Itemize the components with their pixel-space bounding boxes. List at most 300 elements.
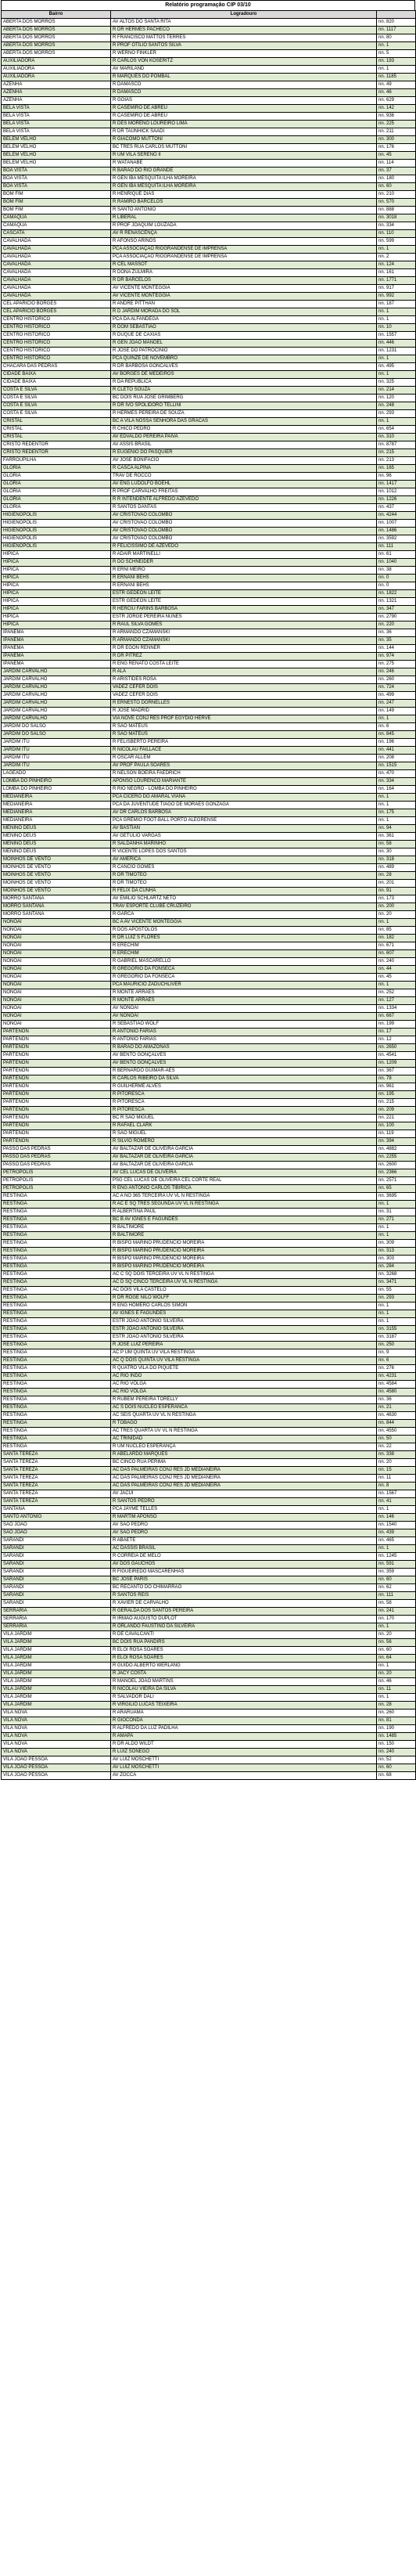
cell-numero: nn. 284: [377, 1263, 416, 1271]
cell-numero: nn. 1: [377, 371, 416, 379]
cell-logradouro: R DOS APOSTOLOS: [111, 927, 377, 935]
table-row: [2, 50, 416, 58]
cell-logradouro: VADEZ CEFER DOIS: [111, 684, 377, 692]
cell-logradouro: AV ZOCCA: [111, 1772, 377, 1780]
cell-numero: nn. 195: [377, 1091, 416, 1099]
cell-logradouro: R DAMASCO: [111, 81, 377, 89]
cell-logradouro: R ERNANI BEHS: [111, 582, 377, 590]
table-row: [2, 402, 416, 410]
cell-numero: nn. 248: [377, 402, 416, 410]
cell-bairro: HIPICA: [2, 590, 111, 598]
cell-bairro: SARANDI: [2, 1576, 111, 1584]
table-row: [2, 1537, 416, 1545]
cell-logradouro: ESTR JOAO ANTONIO SILVEIRA: [111, 1326, 377, 1334]
cell-bairro: HIGIENOPOLIS: [2, 535, 111, 543]
cell-logradouro: BC DOIS RUA JOSE GRIMBERG: [111, 395, 377, 402]
cell-logradouro: R DR TIMOTEO: [111, 880, 377, 888]
cell-bairro: SARANDI: [2, 1561, 111, 1569]
cell-numero: nn. 211: [377, 128, 416, 136]
table-row: [2, 426, 416, 434]
cell-bairro: CRISTAL: [2, 426, 111, 434]
table-row: [2, 301, 416, 308]
cell-numero: nn. 1: [377, 66, 416, 74]
cell-numero: nn. 1: [377, 308, 416, 316]
cell-numero: nn. 570: [377, 199, 416, 207]
cell-bairro: JARDIM ITU: [2, 762, 111, 770]
cell-bairro: CAVALHADA: [2, 277, 111, 285]
cell-bairro: PARTENON: [2, 1075, 111, 1083]
cell-logradouro: PCA CICERO DO AMARAL VIANA: [111, 794, 377, 802]
table-body: [2, 19, 416, 1780]
table-row: [2, 34, 416, 42]
cell-numero: nn. 11: [377, 1686, 416, 1694]
table-row: [2, 254, 416, 261]
cell-numero: nn. 591: [377, 1561, 416, 1569]
table-row: [2, 1436, 416, 1443]
cell-logradouro: R DAMASCO: [111, 89, 377, 97]
cell-numero: nn. 80: [377, 34, 416, 42]
cell-logradouro: R RAUL SILVA GOMES: [111, 621, 377, 629]
cell-numero: nn. 1: [377, 1623, 416, 1631]
table-row: [2, 911, 416, 919]
cell-numero: nn. 68: [377, 1772, 416, 1780]
cell-numero: nn. 917: [377, 285, 416, 293]
table-row: [2, 582, 416, 590]
cell-numero: nn. 936: [377, 113, 416, 121]
cell-bairro: AUXILIADORA: [2, 66, 111, 74]
cell-bairro: HIGIENOPOLIS: [2, 528, 111, 535]
cell-numero: nn. 1417: [377, 481, 416, 488]
cell-logradouro: R SAO MATEUS: [111, 731, 377, 739]
cell-logradouro: AC TRINIDAD: [111, 1436, 377, 1443]
cell-logradouro: R DE CAVALCANTI: [111, 1631, 377, 1639]
cell-bairro: HIPICA: [2, 551, 111, 559]
cell-numero: nn. 1: [377, 1310, 416, 1318]
table-row: [2, 1122, 416, 1130]
cell-logradouro: R NELSON BOEIRA FAEDRICH: [111, 770, 377, 778]
cell-logradouro: AV BENTO GONÇALVES: [111, 1052, 377, 1060]
cell-numero: nn. 275: [377, 661, 416, 668]
cell-numero: nn. 1: [377, 1694, 416, 1702]
table-row: [2, 1232, 416, 1240]
table-row: [2, 520, 416, 528]
table-row: [2, 473, 416, 481]
cell-bairro: BELA VISTA: [2, 105, 111, 113]
table-row: [2, 653, 416, 661]
cell-logradouro: R ALBERTINA PAUL: [111, 1209, 377, 1216]
cell-bairro: CENTRO HISTORICO: [2, 348, 111, 355]
cell-bairro: PASSO DAS PEDRAS: [2, 1154, 111, 1162]
cell-bairro: BOM FIM: [2, 207, 111, 214]
cell-numero: nn. 1: [377, 1201, 416, 1209]
cell-logradouro: ESTR GEDEON LEITE: [111, 590, 377, 598]
table-row: [2, 825, 416, 833]
report-table: [1, 10, 416, 1780]
cell-numero: nn. 271: [377, 1216, 416, 1224]
cell-logradouro: R GREGORIO DA FONSECA: [111, 974, 377, 982]
cell-bairro: PETROPOLIS: [2, 1177, 111, 1185]
cell-bairro: NONOAI: [2, 942, 111, 950]
table-row: [2, 856, 416, 864]
cell-bairro: SERRARIA: [2, 1623, 111, 1631]
cell-bairro: LOMBA DO PINHEIRO: [2, 778, 111, 786]
cell-logradouro: R CASEMIRO DE ABREU: [111, 105, 377, 113]
cell-bairro: ABERTA DOS MORROS: [2, 42, 111, 50]
table-row: [2, 1021, 416, 1029]
cell-bairro: PARTENON: [2, 1036, 111, 1044]
table-row: [2, 1655, 416, 1663]
cell-bairro: GLORIA: [2, 465, 111, 473]
table-row: [2, 1545, 416, 1553]
cell-bairro: AUXILIADORA: [2, 58, 111, 66]
cell-numero: nn. 161: [377, 269, 416, 277]
cell-numero: nn. 246: [377, 668, 416, 676]
cell-bairro: BELEM VELHO: [2, 136, 111, 144]
cell-bairro: HIPICA: [2, 621, 111, 629]
table-row: [2, 293, 416, 301]
cell-numero: nn. 58: [377, 841, 416, 848]
table-row: [2, 1412, 416, 1420]
cell-bairro: VILA NOVA: [2, 1741, 111, 1749]
cell-bairro: MEDIANEIRA: [2, 809, 111, 817]
cell-bairro: CENTRO HISTORICO: [2, 340, 111, 348]
table-row: [2, 1240, 416, 1248]
cell-logradouro: AV NONOAI: [111, 1005, 377, 1013]
cell-bairro: SAO JOAO: [2, 1522, 111, 1529]
cell-numero: nn. 193: [377, 58, 416, 66]
cell-bairro: VILA JARDIM: [2, 1655, 111, 1663]
cell-numero: nn. 182: [377, 935, 416, 942]
cell-bairro: MEDIANEIRA: [2, 817, 111, 825]
table-row: [2, 1717, 416, 1725]
cell-numero: nn. 1567: [377, 1490, 416, 1498]
cell-numero: nn. 20: [377, 1670, 416, 1678]
cell-numero: nn. 215: [377, 1099, 416, 1107]
cell-numero: nn. 367: [377, 1068, 416, 1075]
table-row: [2, 1749, 416, 1756]
table-row: [2, 1710, 416, 1717]
cell-bairro: RESTINGA: [2, 1334, 111, 1342]
cell-numero: nn. 60: [377, 1647, 416, 1655]
table-row: [2, 1514, 416, 1522]
table-row: [2, 316, 416, 324]
table-row: [2, 1083, 416, 1091]
table-row: [2, 1772, 416, 1780]
table-row: [2, 1396, 416, 1404]
cell-bairro: ABERTA DOS MORROS: [2, 50, 111, 58]
cell-logradouro: AV ENG LUDOLFO BOEHL: [111, 481, 377, 488]
table-row: [2, 1209, 416, 1216]
cell-logradouro: AV LUIZ MOSCHETTI: [111, 1756, 377, 1764]
cell-bairro: SARANDI: [2, 1545, 111, 1553]
cell-logradouro: R ANTONIO FARIAS: [111, 1036, 377, 1044]
table-row: [2, 496, 416, 504]
cell-bairro: GLORIA: [2, 488, 111, 496]
cell-bairro: MENINO DEUS: [2, 825, 111, 833]
table-row: [2, 261, 416, 269]
cell-bairro: VILA JARDIM: [2, 1694, 111, 1702]
cell-logradouro: R FELICISSIMO DE AZEVEDO: [111, 543, 377, 551]
cell-logradouro: R ARISTIDES ROSA: [111, 676, 377, 684]
cell-bairro: SERRARIA: [2, 1608, 111, 1616]
cell-numero: nn. 334: [377, 778, 416, 786]
cell-numero: nn. 1: [377, 817, 416, 825]
table-row: [2, 692, 416, 700]
cell-logradouro: AV CEL LUCAS DE OLIVEIRA: [111, 1169, 377, 1177]
cell-bairro: BELEM VELHO: [2, 152, 111, 160]
cell-bairro: SANTA TEREZA: [2, 1498, 111, 1506]
cell-numero: nn. 17: [377, 1029, 416, 1036]
table-row: [2, 614, 416, 621]
cell-logradouro: R SANTOS REIS: [111, 1592, 377, 1600]
table-row: [2, 81, 416, 89]
table-row: [2, 175, 416, 183]
table-row: [2, 434, 416, 441]
table-row: [2, 950, 416, 958]
cell-bairro: VILA JARDIM: [2, 1663, 111, 1670]
cell-logradouro: R BARAO DO RIO GRANDE: [111, 168, 377, 175]
cell-numero: nn. 1: [377, 1506, 416, 1514]
cell-numero: nn. 1226: [377, 496, 416, 504]
table-row: [2, 1670, 416, 1678]
cell-logradouro: PCA MAURICIO ZADUCHLIVER: [111, 982, 377, 989]
table-row: [2, 1576, 416, 1584]
cell-bairro: RESTINGA: [2, 1404, 111, 1412]
table-row: [2, 1138, 416, 1146]
cell-numero: nn. 961: [377, 1083, 416, 1091]
cell-numero: nn. 1: [377, 1302, 416, 1310]
cell-numero: nn. 470: [377, 770, 416, 778]
cell-logradouro: R RAFAEL CLARK: [111, 1122, 377, 1130]
cell-logradouro: R DO SCHNEIDER: [111, 559, 377, 567]
cell-logradouro: R EUGENIO DO PASQUIER: [111, 449, 377, 457]
table-row: [2, 19, 416, 27]
cell-numero: nn. 3592: [377, 535, 416, 543]
cell-bairro: SARANDI: [2, 1584, 111, 1592]
cell-bairro: SANTA TEREZA: [2, 1490, 111, 1498]
cell-numero: nn. 38: [377, 567, 416, 575]
cell-logradouro: AV BALTAZAR DE OLIVEIRA GARCIA: [111, 1162, 377, 1169]
cell-numero: nn. 221: [377, 1115, 416, 1122]
cell-logradouro: R ARMANDO CZAMANSKI: [111, 629, 377, 637]
table-row: [2, 1318, 416, 1326]
table-row: [2, 1365, 416, 1373]
cell-numero: nn. 196: [377, 739, 416, 747]
cell-logradouro: R ERECHIM: [111, 950, 377, 958]
cell-logradouro: R CORREIA DE MELO: [111, 1553, 377, 1561]
table-row: [2, 794, 416, 802]
cell-bairro: CHACARA DAS PEDRAS: [2, 363, 111, 371]
table-row: [2, 676, 416, 684]
cell-logradouro: AV BENTO GONÇALVES: [111, 1060, 377, 1068]
cell-numero: nn. 20: [377, 1631, 416, 1639]
table-row: [2, 942, 416, 950]
cell-logradouro: R BISPO MARINO PRUDENCIO MOREIRA: [111, 1240, 377, 1248]
cell-logradouro: R DR ROGE NILO WOLFF: [111, 1295, 377, 1302]
cell-logradouro: R AMAPA: [111, 1733, 377, 1741]
table-row: [2, 958, 416, 966]
cell-logradouro: AC P UM QUINTA UV VILA RESTINGA: [111, 1349, 377, 1357]
cell-numero: nn. 1231: [377, 348, 416, 355]
cell-bairro: COSTA E SILVA: [2, 387, 111, 395]
cell-bairro: NONOAI: [2, 974, 111, 982]
cell-bairro: MEDIANEIRA: [2, 794, 111, 802]
cell-bairro: RESTINGA: [2, 1381, 111, 1389]
cell-logradouro: R BISPO MARINO PRUDENCIO MOREIRA: [111, 1263, 377, 1271]
table-row: [2, 214, 416, 222]
cell-numero: nn. 1: [377, 715, 416, 723]
cell-numero: nn. 35: [377, 637, 416, 645]
table-row: [2, 1451, 416, 1459]
cell-numero: nn. 1321: [377, 598, 416, 606]
cell-numero: nn. 124: [377, 261, 416, 269]
cell-numero: nn. 176: [377, 144, 416, 152]
cell-bairro: RESTINGA: [2, 1318, 111, 1326]
table-row: [2, 1154, 416, 1162]
cell-logradouro: R SILVIO ROMERO: [111, 1138, 377, 1146]
cell-bairro: VILA JOAO PESSOA: [2, 1756, 111, 1764]
cell-logradouro: R JOSE DO PATROCINIO: [111, 348, 377, 355]
cell-bairro: SANTA TEREZA: [2, 1475, 111, 1483]
cell-numero: nn. 4244: [377, 512, 416, 520]
cell-numero: nn. 1: [377, 246, 416, 254]
cell-logradouro: R GREGORIO DA FONSECA: [111, 966, 377, 974]
cell-numero: nn. 60: [377, 183, 416, 191]
cell-logradouro: AV GETULIO VARGAS: [111, 833, 377, 841]
cell-bairro: RESTINGA: [2, 1365, 111, 1373]
cell-bairro: BELEM VELHO: [2, 160, 111, 168]
cell-logradouro: R GEN IBA MESQUITA ILHA MOREIRA: [111, 183, 377, 191]
cell-numero: nn. 671: [377, 942, 416, 950]
cell-numero: nn. 50: [377, 1436, 416, 1443]
table-row: [2, 1349, 416, 1357]
table-row: [2, 183, 416, 191]
cell-numero: nn. 1: [377, 802, 416, 809]
cell-numero: nn. 60: [377, 1764, 416, 1772]
cell-bairro: AZENHA: [2, 89, 111, 97]
cell-numero: nn. 12: [377, 1036, 416, 1044]
cell-numero: nn. 495: [377, 363, 416, 371]
cell-logradouro: AV VICENTE MONTEGGIA: [111, 285, 377, 293]
table-row: [2, 621, 416, 629]
cell-logradouro: ESTR JORGE PEREIRA NUNES: [111, 614, 377, 621]
cell-bairro: MOINHOS DE VENTO: [2, 864, 111, 872]
cell-bairro: BOA VISTA: [2, 183, 111, 191]
cell-logradouro: AV CRISTOVAO COLOMBO: [111, 535, 377, 543]
cell-numero: nn. 1822: [377, 590, 416, 598]
cell-logradouro: R DA REPUBLICA: [111, 379, 377, 387]
header-extra: [377, 11, 416, 19]
cell-numero: nn. 6: [377, 1357, 416, 1365]
cell-numero: nn. 250: [377, 1342, 416, 1349]
cell-numero: nn. 1515: [377, 762, 416, 770]
cell-numero: nn. 28: [377, 872, 416, 880]
cell-bairro: JARDIM CARVALHO: [2, 708, 111, 715]
cell-bairro: IPANEMA: [2, 637, 111, 645]
cell-logradouro: R SANTOS DANTAS: [111, 504, 377, 512]
table-row: [2, 739, 416, 747]
cell-logradouro: R WATANABE: [111, 160, 377, 168]
cell-logradouro: AV SAO PEDRO: [111, 1529, 377, 1537]
cell-logradouro: R ABELARDO MARQUES: [111, 1451, 377, 1459]
cell-bairro: JARDIM CARVALHO: [2, 668, 111, 676]
cell-numero: nn. 347: [377, 606, 416, 614]
cell-bairro: NONOAI: [2, 989, 111, 997]
cell-numero: nn. 180: [377, 175, 416, 183]
cell-numero: nn. 1117: [377, 27, 416, 34]
cell-numero: nn. 114: [377, 160, 416, 168]
cell-numero: nn. 94: [377, 825, 416, 833]
cell-bairro: VILA JARDIM: [2, 1686, 111, 1694]
cell-bairro: COSTA E SILVA: [2, 410, 111, 418]
cell-numero: nn. 52: [377, 1756, 416, 1764]
cell-numero: nn. 974: [377, 653, 416, 661]
table-row: [2, 504, 416, 512]
table-row: [2, 668, 416, 676]
cell-logradouro: R ERNANI BEHS: [111, 575, 377, 582]
cell-bairro: PETROPOLIS: [2, 1185, 111, 1193]
cell-numero: nn. 111: [377, 1592, 416, 1600]
table-row: [2, 833, 416, 841]
table-row: [2, 512, 416, 520]
cell-numero: nn. 6: [377, 723, 416, 731]
cell-numero: nn. 22: [377, 1443, 416, 1451]
cell-logradouro: R HERMES PEREIRA DE SOUZA: [111, 410, 377, 418]
cell-numero: nn. 4541: [377, 1052, 416, 1060]
cell-logradouro: AV AMERICA: [111, 856, 377, 864]
cell-bairro: HIPICA: [2, 559, 111, 567]
cell-numero: nn. 1: [377, 355, 416, 363]
cell-bairro: PASSO DAS PEDRAS: [2, 1146, 111, 1154]
table-row: [2, 1036, 416, 1044]
table-row: [2, 575, 416, 582]
cell-logradouro: R CLETO SOUZA: [111, 387, 377, 395]
cell-logradouro: AV PROF PAULA SOARES: [111, 762, 377, 770]
cell-bairro: BOM FIM: [2, 191, 111, 199]
cell-logradouro: R GABRIEL MASCARELLO: [111, 958, 377, 966]
table-row: [2, 1702, 416, 1710]
cell-numero: nn. 41: [377, 1498, 416, 1506]
cell-bairro: RESTINGA: [2, 1396, 111, 1404]
cell-numero: nn. 1: [377, 1318, 416, 1326]
cell-bairro: CRISTO REDENTOR: [2, 441, 111, 449]
cell-bairro: PARTENON: [2, 1060, 111, 1068]
table-row: [2, 481, 416, 488]
table-row: [2, 488, 416, 496]
table-row: [2, 1490, 416, 1498]
cell-logradouro: R MARTIM APONSO: [111, 1514, 377, 1522]
cell-logradouro: VIA NOVE CONJ RES PROF EGYDIO HERVE: [111, 715, 377, 723]
report-title: Relatório programação CIP 03/10: [1, 0, 415, 10]
table-row: [2, 27, 416, 34]
cell-bairro: HIPICA: [2, 606, 111, 614]
cell-bairro: RESTINGA: [2, 1209, 111, 1216]
cell-numero: nn. 1334: [377, 1005, 416, 1013]
table-row: [2, 238, 416, 246]
cell-logradouro: R SALVADOR DALI: [111, 1694, 377, 1702]
table-row: [2, 1169, 416, 1177]
table-row: [2, 864, 416, 872]
table-row: [2, 590, 416, 598]
table-row: [2, 207, 416, 214]
table-row: [2, 848, 416, 856]
cell-numero: nn. 21: [377, 1404, 416, 1412]
cell-logradouro: R GEN JOAO MANOEL: [111, 340, 377, 348]
cell-bairro: BOM FIM: [2, 199, 111, 207]
cell-logradouro: R AC E SQ TRES SEGUNDA UV VL N RESTINGA: [111, 1201, 377, 1209]
cell-bairro: CAVALHADA: [2, 293, 111, 301]
cell-logradouro: R GOIAS: [111, 97, 377, 105]
